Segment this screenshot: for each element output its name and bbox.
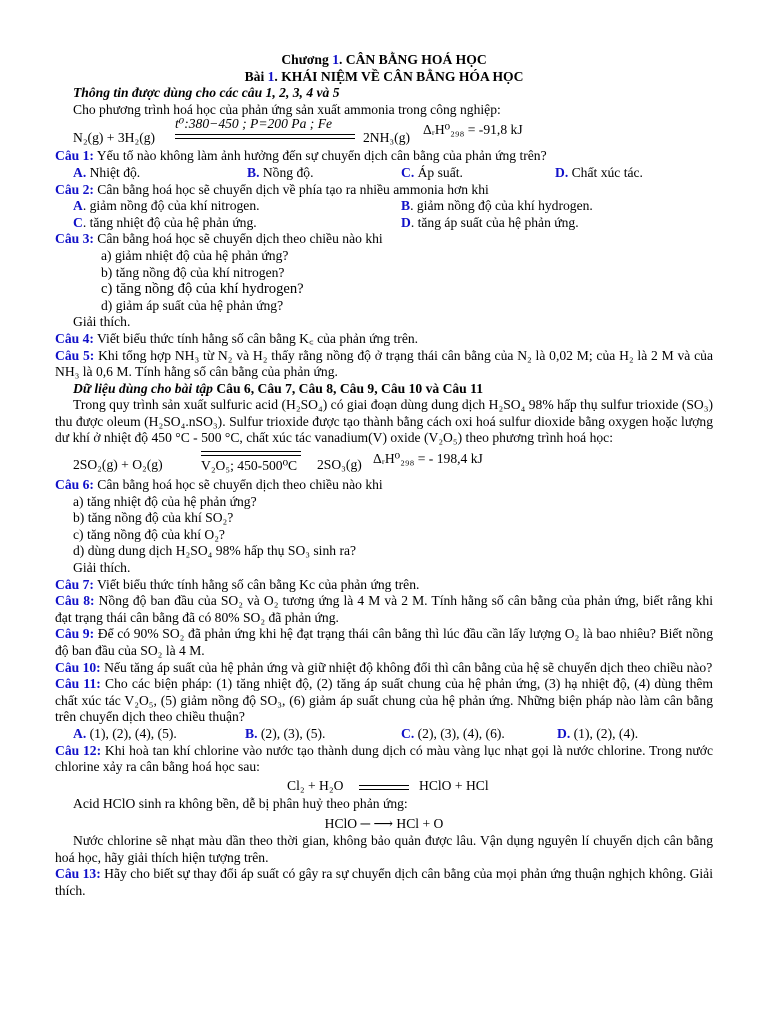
eq1-enthalpy: ΔᵣH⁰₂₉₈ = -91,8 kJ [423,122,523,138]
q3-explain: Giải thích. [73,314,131,330]
question-13: Câu 13: Hãy cho biết sự thay đổi áp suất có gây ra sự chuyển dịch cân bằng của mọi phản ứng thuận nghịch không. Giải thích. [55,866,713,898]
question-2: Câu 2: Cân bằng hoá học sẽ chuyển dịch về phía tạo ra nhiều ammonia hơn khi [55,181,489,197]
q1-option-b: B. Nồng độ. [247,164,314,180]
q12-text2: Acid HClO sinh ra không bền, dễ bị phân huỷ theo phản ứng: [73,795,408,811]
equation-chlorine [55,776,713,796]
eq1-condition: t⁰:380−450 ; P=200 Pa ; Fe [175,116,333,132]
eq2-condition: V₂O₅; 450-500⁰C [201,458,298,474]
q11-option-c: C. (2), (3), (4), (6). [401,725,505,741]
eq2-arrow-top [201,451,301,452]
eq2-arrow-bottom [201,455,301,456]
q2-option-d: D. tăng áp suất của hệ phản ứng. [401,214,579,230]
question-11: Câu 11: Cho các biện pháp: (1) tăng nhiệt độ, (2) tăng áp suất chung của hệ phản ứng, (3) hạ nhiệt độ, (4) dùng thêm chất xúc tác V₂O₅, (5) giảm nồng độ SO₃, (6) giảm áp suất chung của hệ phản ứng. Những biện pháp nào làm cân bằng trên chuyển dịch theo chiều thuận? [55,676,713,725]
q2-option-a: A. giảm nồng độ của khí nitrogen. [73,198,260,214]
lesson-title: Bài 1. KHÁI NIỆM VỀ CÂN BẰNG HÓA HỌC [244,68,524,84]
q2-option-c: C. tăng nhiệt độ của hệ phản ứng. [73,214,257,230]
question-5: Câu 5: Khi tổng hợp NH₃ từ N₂ và H₂ thấy rằng nồng độ ở trạng thái cân bằng của N₂ là 0,02 M; của H₂ là 2 M và của NH₃ là 0,6 M. Tính hằng số cân bằng của phản ứng. [55,347,713,380]
eq2-left: 2SO₂(g) + O₂(g) [73,457,163,473]
eq3-left: Cl₂ + H₂O [287,777,344,793]
q6-item-c: c) tăng nồng độ của khí O₂? [73,526,225,542]
q11-option-b: B. (2), (3), (5). [245,725,326,741]
eq1-arrow-top [175,134,355,135]
q11-option-a: A. (1), (2), (4), (5). [73,725,177,741]
question-3: Câu 3: Cân bằng hoá học sẽ chuyển dịch theo chiều nào khi [55,231,383,247]
eq3-right: HClO + HCl [419,777,489,793]
q1-option-c: C. Áp suất. [401,164,463,180]
equation-sulfur [55,447,713,477]
q1-option-d: D. Chất xúc tác. [555,164,643,180]
q2-options-row1 [55,198,713,215]
question-7: Câu 7: Viết biểu thức tính hằng số cân bằng Kc của phản ứng trên. [55,576,420,592]
q3-item-d: d) giảm áp suất của hệ phản ứng? [101,297,284,313]
eq2-enthalpy: ΔᵣH⁰₂₉₈ = - 198,4 kJ [373,451,483,467]
question-1: Câu 1: Yếu tố nào không làm ảnh hưởng đến sự chuyển dịch cân bằng của phản ứng trên? [55,148,547,164]
q2-option-b: B. giảm nồng độ của khí hydrogen. [401,198,593,214]
equation-ammonia [55,118,713,148]
q2-options-row2 [55,215,713,232]
eq1-arrow-bottom [175,138,355,139]
q3-item-b: b) tăng nồng độ của khí nitrogen? [101,264,285,280]
question-9: Câu 9: Để có 90% SO₂ đã phản ứng khi hệ đạt trạng thái cân bằng thì lúc đầu cần lấy lượng O₂ là bao nhiêu? Biết nồng độ ban đầu của SO₂ là 4 M. [55,626,713,658]
q12-text3: Nước chlorine sẽ nhạt màu dần theo thời gian, không bảo quản được lâu. Vận dụng nguyên lí chuyển dịch cân bằng hoá học, hãy giải thích hiện tượng trên. [55,832,713,865]
question-4: Câu 4: Viết biểu thức tính hằng số cân bằng K꜀ của phản ứng trên. [55,330,419,346]
eq3-arrow-bottom [359,789,409,790]
q3-item-c: c) tăng nồng độ của khí hydrogen? [101,281,304,298]
eq3-arrow-top [359,785,409,786]
question-6: Câu 6: Cân bằng hoá học sẽ chuyển dịch theo chiều nào khi [55,477,383,493]
chapter-title: Chương 1. CÂN BẰNG HOÁ HỌC [281,52,487,67]
info2-text: Trong quy trình sản xuất sulfuric acid (H₂SO₄) có giai đoạn dùng dung dịch H₂SO₄ 98% hấp thụ sulfur trioxide (SO₃) thu được oleum (H₂SO₄.nSO₃). Sulfur trioxide được tạo thành bằng cách oxi hoá sulfur dioxide bằng oxygen hoặc lượng dư khí ở nhiệt độ 450 °C - 500 °C, chất xúc tác vanadium(V) oxide (V₂O₅) theo phương trình hoá học: [55,397,713,446]
eq2-right: 2SO₃(g) [317,457,362,473]
equation-hclo: HClO ─ ⟶ HCl + O [324,816,444,832]
q11-option-d: D. (1), (2), (4). [557,725,639,741]
q11-options [55,726,713,743]
q6-explain: Giải thích. [73,560,131,576]
eq1-left: N₂(g) + 3H₂(g) [73,130,156,146]
q6-item-b: b) tăng nồng độ của khí SO₂? [73,510,234,526]
question-8: Câu 8: Nồng độ ban đầu của SO₂ và O₂ tương ứng là 4 M và 2 M. Tính hằng số cân bằng của phản ứng, biết rằng khi đạt trạng thái cân bằng đã có 80% SO₂ đã phản ứng. [55,593,713,625]
document-page [55,52,713,899]
info1-text: Cho phương trình hoá học của phản ứng sản xuất ammonia trong công nghiệp: [73,101,501,117]
q6-item-a: a) tăng nhiệt độ của hệ phản ứng? [73,493,257,509]
question-12: Câu 12: Khi hoà tan khí chlorine vào nước tạo thành dung dịch có màu vàng lục nhạt gọi là nước chlorine. Trong nước chlorine xảy ra cân bằng hoá học sau: [55,742,713,775]
q1-options [55,165,713,182]
q1-option-a: A. Nhiệt độ. [73,164,141,180]
question-10: Câu 10: Nếu tăng áp suất của hệ phản ứng và giữ nhiệt độ không đổi thì cân bằng của hệ sẽ chuyển dịch theo chiều nào? [55,659,713,675]
info1-heading: Thông tin được dùng cho các câu 1, 2, 3, 4 và 5 [73,85,340,101]
eq1-right: 2NH₃(g) [363,130,411,146]
q3-item-a: a) giảm nhiệt độ của hệ phản ứng? [101,247,289,263]
info2-heading: Dữ liệu dùng cho bài tập Câu 6, Câu 7, Câu 8, Câu 9, Câu 10 và Câu 11 [73,380,483,396]
q6-item-d: d) dùng dung dịch H₂SO₄ 98% hấp thụ SO₃ sinh ra? [73,543,357,559]
